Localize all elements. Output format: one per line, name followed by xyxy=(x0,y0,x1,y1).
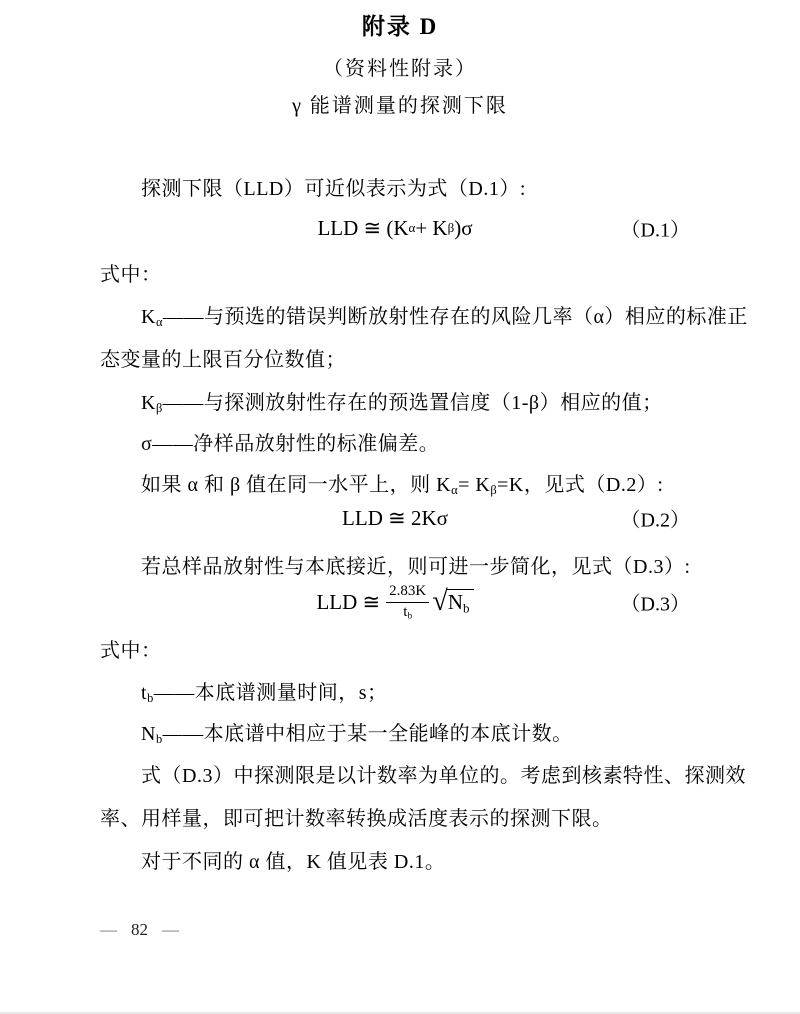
fraction-denominator xyxy=(386,603,429,621)
page-footer xyxy=(100,920,179,940)
equation-d2-label: （D.2） xyxy=(620,509,690,532)
term-definition-k-alpha-continued: 态变量的上限百分位数值； xyxy=(100,349,346,371)
equation-d3-expression xyxy=(316,583,473,621)
equation-d1-label: （D.1） xyxy=(620,219,690,242)
equation-d3-label: （D.3） xyxy=(620,593,690,616)
term-definition-nb xyxy=(141,717,573,746)
sentence-text: = K xyxy=(458,474,491,496)
subscript-b: b xyxy=(407,610,413,621)
symbol-n: N xyxy=(447,589,463,614)
appendix-title: 附录 D xyxy=(361,14,439,39)
symbol-n: N xyxy=(141,723,156,745)
subscript-b: b xyxy=(147,691,154,706)
definition-text: ——与探测放射性存在的预选置信度（1-β）相应的值； xyxy=(162,392,663,414)
term-definition-k-alpha xyxy=(141,300,748,329)
equation-text: + K xyxy=(415,215,448,240)
subscript-b: b xyxy=(462,599,470,615)
paragraph-table-reference: 对于不同的 α 值，K 值见表 D.1。 xyxy=(141,851,446,873)
symbol-t: t xyxy=(141,682,148,704)
equation-d1-expression: LLD ≅ (K α + K β )σ xyxy=(317,215,473,240)
equation-text: LLD ≅ xyxy=(316,589,381,614)
definition-text: ——本底谱测量时间，s； xyxy=(153,682,388,704)
equation-d2-expression: LLD ≅ 2Kσ xyxy=(342,505,448,530)
term-definition-tb xyxy=(141,676,388,705)
subscript-alpha: α xyxy=(451,483,459,498)
subscript-alpha: α xyxy=(155,315,163,330)
footer-dash-right: — xyxy=(162,920,179,939)
equation-d3 xyxy=(100,578,690,626)
subscript-beta: β xyxy=(490,483,498,498)
radicand xyxy=(446,589,474,614)
equation-text: )σ xyxy=(454,215,473,240)
sentence-text: =K，见式（D.2）: xyxy=(497,474,664,496)
paragraph-intro: 探测下限（LLD）可近似表示为式（D.1）: xyxy=(141,178,526,200)
symbol-t: t xyxy=(403,603,408,620)
subscript-b: b xyxy=(155,732,163,747)
where-label: 式中： xyxy=(100,264,162,286)
symbol-k-alpha: K xyxy=(141,306,156,328)
page-number: 82 xyxy=(131,920,148,939)
where-label: 式中： xyxy=(100,640,162,662)
appendix-type-label: （资料性附录） xyxy=(323,58,477,80)
fraction xyxy=(386,583,429,621)
fraction-numerator: 2.83K xyxy=(386,583,429,602)
term-definition-sigma: σ——净样品放射性的标准偏差。 xyxy=(141,433,440,455)
square-root xyxy=(432,585,473,617)
equation-text: LLD ≅ (K xyxy=(317,215,409,240)
paragraph-note-line2: 率、用样量，即可把计数率转换成活度表示的探测下限。 xyxy=(100,808,613,830)
sentence-text: 如果 α 和 β 值在同一水平上，则 K xyxy=(141,474,452,496)
symbol-k-beta: K xyxy=(141,392,156,414)
definition-text: ——本底谱中相应于某一全能峰的本底计数。 xyxy=(162,723,573,745)
footer-dash-left: — xyxy=(100,920,117,939)
paragraph-simplify: 若总样品放射性与本底接近，则可进一步简化，见式（D.3）: xyxy=(141,556,691,578)
term-definition-k-beta xyxy=(141,386,663,415)
paragraph-equal-case xyxy=(141,468,663,497)
equation-d1 xyxy=(100,208,690,248)
definition-text: ——与预选的错误判断放射性存在的风险几率（α）相应的标准正 xyxy=(162,306,748,328)
equation-d2 xyxy=(100,498,690,538)
paragraph-note-line1: 式（D.3）中探测限是以计数率为单位的。考虑到核素特性、探测效 xyxy=(141,765,746,787)
appendix-subject-title: γ 能谱测量的探测下限 xyxy=(292,95,508,117)
subscript-beta: β xyxy=(155,401,163,416)
radical-sign-icon: √ xyxy=(432,585,448,617)
